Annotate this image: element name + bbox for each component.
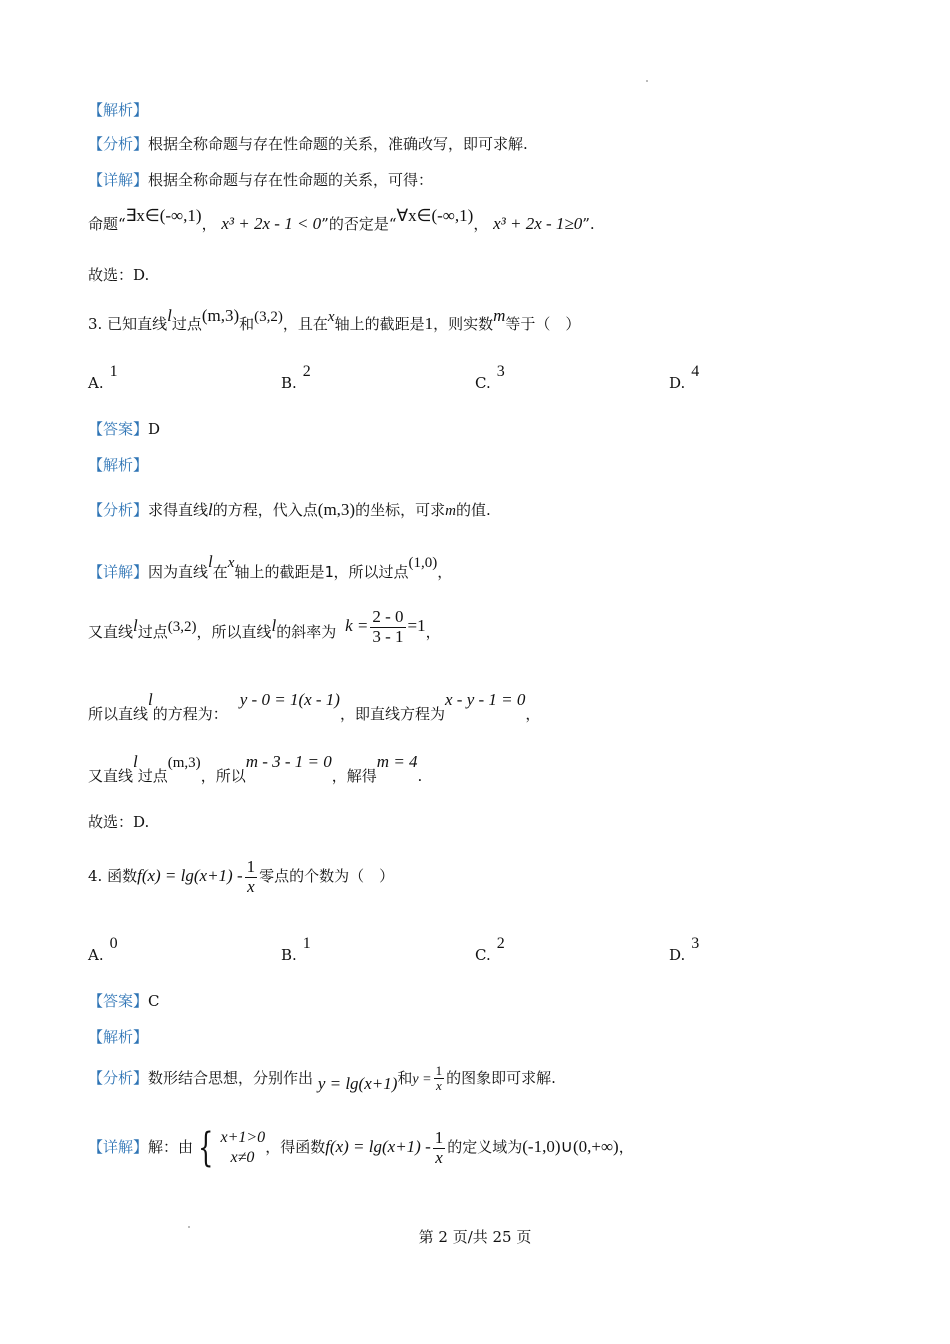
q3-fenxi-line: 【分析】求得直线l的方程，代入点(m,3)的坐标，可求m的值. (88, 500, 491, 519)
q4-function: f(x) = lg(x+1) - (137, 866, 243, 886)
q3-answer: D (148, 420, 161, 438)
q3-stem-c: 和 (239, 315, 255, 333)
q2-jiexi-line (88, 101, 148, 119)
q3-detail-2: 又直线l过点(3,2)，所以直线l的斜率为 k = $\frac{2 - 0}{3 - 1}$ =1， (88, 607, 441, 646)
fenxi-tag: 【分析】 (88, 501, 149, 519)
q4-domain: (-1,0)∪(0,+∞) (522, 1137, 619, 1156)
q4-detail-line: 【详解】解：由 { x+1>0 x≠0 ，得函数f(x) = lg(x+1) - $\frac{1}{x}$ 的定义域为(-1,0)∪(0,+∞)， (88, 1125, 634, 1171)
daan-tag: 【答案】 (88, 420, 149, 438)
q3-detail-4: 又直线l过点(m,3)，所以m - 3 - 1 = 0，解得m = 4. (88, 752, 423, 785)
q4-stem: 4. 函数f(x) = lg(x+1) - $\frac{1}{x}$ 零点的个数为（ ） (88, 857, 395, 896)
jiexi-tag: 【解析】 (88, 101, 149, 119)
q2-answer-line: 故选：D. (88, 266, 150, 284)
page-footer: 第 2 页/共 25 页 (418, 1228, 532, 1246)
q2-neg-prefix: 命题“ (88, 215, 126, 233)
q3-option-c[interactable]: C.3 (475, 363, 505, 392)
q3-stem-d: ，且在 (282, 315, 328, 333)
q4-option-a[interactable]: A.0 (88, 935, 118, 964)
q4-fenxi-fraction: $\frac{1}{x}$ (435, 1063, 443, 1094)
q3-stem-g: 等于（ ） (505, 315, 581, 333)
q3-one: 1 (424, 314, 434, 333)
daan-tag: 【答案】 (88, 992, 149, 1010)
scan-dot (646, 80, 648, 82)
slope-fraction: $\frac{2 - 0}{3 - 1}$ (372, 607, 404, 646)
q4-answer: C (148, 992, 160, 1010)
fenxi-tag: 【分析】 (88, 135, 149, 153)
q2-negation-line (88, 206, 595, 233)
q4-detail-fraction: $\frac{1}{x}$ (434, 1127, 444, 1167)
q2-xiangjie-line (88, 171, 433, 189)
q4-fenxi-line: 【分析】数形结合思想，分别作出 y = lg(x+1)和y = $\frac{1}{x}$ 的图象即可求解. (88, 1063, 556, 1094)
q2-xiangjie-text: 根据全称命题与存在性命题的关系，可得： (148, 171, 434, 189)
q4-jiexi-line (88, 1028, 148, 1046)
xiangjie-tag: 【详解】 (88, 171, 149, 189)
jiexi-tag: 【解析】 (88, 456, 149, 474)
xiangjie-tag: 【详解】 (88, 563, 149, 581)
q2-comma-2: ， (473, 215, 489, 233)
q4-answer-line (88, 992, 160, 1010)
q4-option-b[interactable]: B.1 (281, 935, 311, 964)
q2-prop-neg: x³ + 2x - 1≥0 (493, 214, 583, 233)
q3-stem-e: 轴上的截距是 (334, 315, 425, 333)
q2-fenxi-line (88, 135, 528, 153)
q3-stem (88, 306, 581, 333)
q3-option-d[interactable]: D.4 (669, 363, 700, 392)
q3-answer-line (88, 420, 160, 438)
q3-point-m3: (m,3) (201, 306, 240, 325)
q2-neg-end: ”. (582, 215, 595, 233)
q3-detail-1: 【详解】因为直线l在x轴上的截距是1，所以过点(1,0)， (88, 552, 453, 581)
q2-prop: x³ + 2x - 1 < 0 (221, 214, 322, 233)
slope-k: k = (345, 616, 369, 636)
q3-stem-b: 过点 (171, 315, 202, 333)
q2-comma: ， (201, 215, 217, 233)
q3-option-a[interactable]: A.1 (88, 363, 118, 392)
jiexi-tag: 【解析】 (88, 1028, 149, 1046)
fenxi-tag: 【分析】 (88, 1068, 149, 1087)
q2-exists: ∃x∈(-∞,1) (125, 206, 202, 225)
q3-jiexi-line (88, 456, 148, 474)
xiangjie-tag: 【详解】 (88, 1138, 149, 1156)
q3-detail-3: 所以直线l的方程为：y - 0 = 1(x - 1)，即直线方程为x - y - 1 = 0， (88, 690, 541, 723)
q3-l: l (167, 306, 172, 325)
q2-forall: ∀x∈(-∞,1) (396, 206, 474, 225)
q4-option-c[interactable]: C.2 (475, 935, 505, 964)
q4-option-d[interactable]: D.3 (669, 935, 700, 964)
q3-x: x (327, 309, 335, 325)
q4-fraction: $\frac{1}{x}$ (246, 857, 256, 896)
q3-answer-final: 故选：D. (88, 813, 150, 831)
left-brace-icon: { (198, 1125, 214, 1171)
q3-m: m (493, 306, 506, 325)
inequality-system: { x+1>0 x≠0 (198, 1125, 266, 1171)
q3-option-b[interactable]: B.2 (281, 363, 311, 392)
q3-stem-a: 3. 已知直线 (88, 315, 168, 333)
q3-stem-f: ，则实数 (433, 315, 494, 333)
q2-fenxi-text: 根据全称命题与存在性命题的关系，准确改写，即可求解. (148, 135, 528, 153)
q3-point-32: (3,2) (254, 309, 283, 325)
q2-neg-mid: ”的否定是“ (321, 215, 397, 233)
